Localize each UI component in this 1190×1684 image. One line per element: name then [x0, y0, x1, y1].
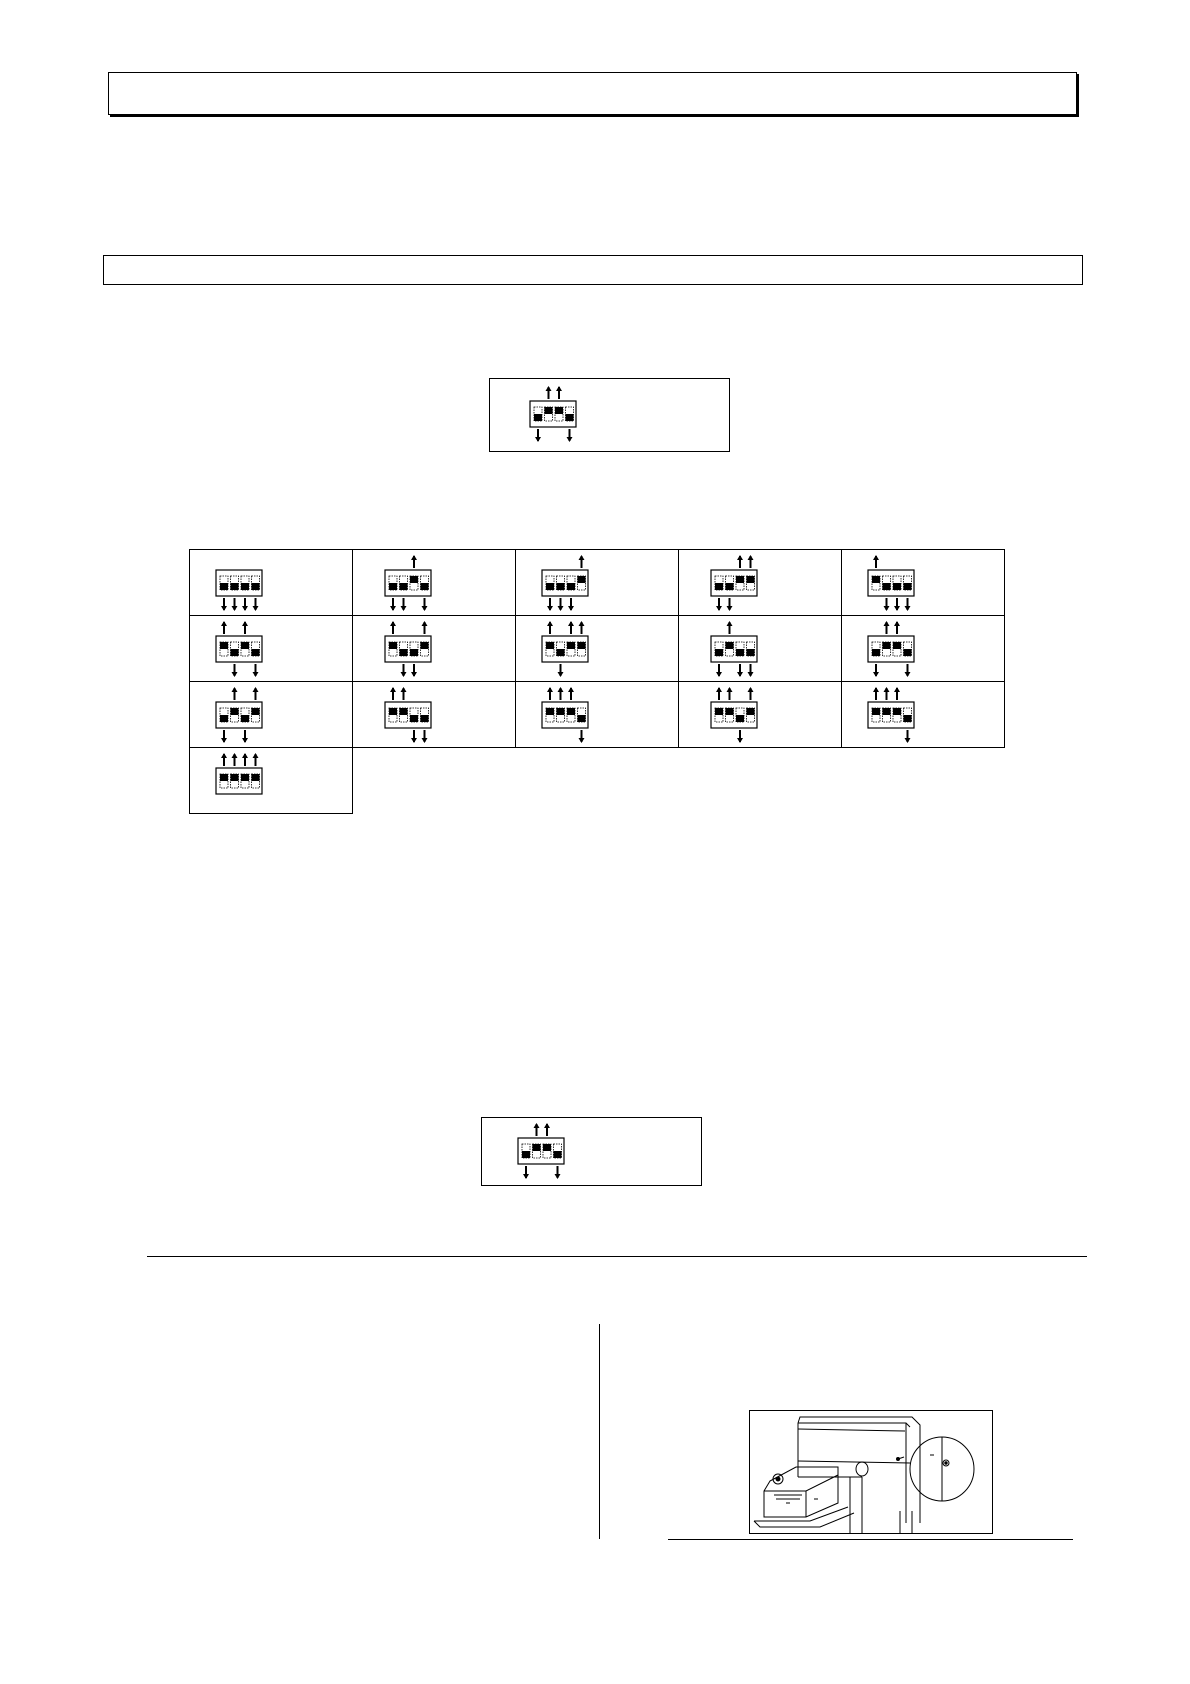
- arrow-down-icon: [716, 664, 722, 677]
- arrow-down-icon: [411, 664, 417, 677]
- dip-table-cell: [352, 615, 516, 682]
- dip-switch-lever: [543, 1144, 551, 1151]
- dip-switch: [711, 555, 757, 611]
- arrow-up-icon: [884, 687, 890, 700]
- dip-table-cell: [678, 549, 842, 616]
- dip-switch-setting: [190, 550, 353, 616]
- dip-switch-setting: [842, 682, 1005, 748]
- arrow-up-icon: [568, 687, 574, 700]
- dip-switch-lever: [410, 576, 418, 583]
- arrow-up-icon: [422, 621, 428, 634]
- arrow-up-icon: [894, 687, 900, 700]
- dip-switch-lever: [736, 649, 744, 656]
- dip-switch-lever: [747, 576, 755, 583]
- dip-switch-lever: [534, 414, 542, 421]
- dip-table-cell: [678, 681, 842, 748]
- dip-switch: [216, 621, 262, 677]
- dip-switch-setting: [190, 616, 353, 682]
- dip-switch-setting: [679, 682, 842, 748]
- dip-switch-setting: [353, 616, 516, 682]
- dip-switch-lever: [231, 774, 239, 781]
- dip-switch-lever: [715, 583, 723, 590]
- dip-switch-lever: [715, 708, 723, 715]
- dip-switch-lever: [546, 583, 554, 590]
- dip-switch: [542, 687, 588, 743]
- dip-switch-lever: [557, 649, 565, 656]
- arrow-down-icon: [894, 598, 900, 611]
- dip-switch-lever: [578, 715, 586, 722]
- arrow-down-icon: [568, 598, 574, 611]
- dip-switch-lever: [872, 576, 880, 583]
- dip-switch-lever: [252, 708, 260, 715]
- dip-switch-lever: [220, 583, 228, 590]
- arrow-down-icon: [547, 598, 553, 611]
- dip-table-cell: [841, 681, 1005, 748]
- dip-switch-lever: [726, 642, 734, 649]
- dip-table-cell: [678, 615, 842, 682]
- dip-switch-setting: [842, 616, 1005, 682]
- dip-switch-setting: [516, 682, 679, 748]
- dip-switch-lever: [726, 708, 734, 715]
- arrow-up-icon: [242, 621, 248, 634]
- dip-switch-lever: [872, 708, 880, 715]
- dip-switch-setting: [353, 682, 516, 748]
- dip-switch-lever: [567, 708, 575, 715]
- arrow-up-icon: [556, 386, 562, 399]
- arrow-down-icon: [558, 598, 564, 611]
- dip-switch-lever: [220, 715, 228, 722]
- arrow-up-icon: [737, 555, 743, 568]
- dip-switch-lever: [220, 642, 228, 649]
- dip-switch-setting: [679, 616, 842, 682]
- dip-switch-lever: [241, 774, 249, 781]
- arrow-down-icon: [422, 598, 428, 611]
- dip-switch-lever: [904, 583, 912, 590]
- arrow-down-icon: [579, 730, 585, 743]
- dip-switch-lever: [883, 642, 891, 649]
- dip-switch-lever: [872, 649, 880, 656]
- dip-table-cell: [189, 681, 353, 748]
- dip-switch-lever: [241, 642, 249, 649]
- arrow-up-icon: [232, 753, 238, 766]
- dip-switch-lever: [400, 708, 408, 715]
- dip-switch-lever: [410, 715, 418, 722]
- dip-switch-lever: [893, 708, 901, 715]
- dip-switch-lever: [389, 583, 397, 590]
- dip-settings-table: [189, 549, 996, 813]
- arrow-up-icon: [253, 687, 259, 700]
- dip-switch: [518, 1123, 564, 1179]
- arrow-down-icon: [737, 730, 743, 743]
- arrow-down-icon: [221, 598, 227, 611]
- arrow-down-icon: [221, 730, 227, 743]
- dip-switch-lever: [904, 649, 912, 656]
- arrow-down-icon: [558, 664, 564, 677]
- arrow-down-icon: [727, 598, 733, 611]
- dip-switch-lever: [220, 774, 228, 781]
- dip-switch: [216, 570, 262, 611]
- dip-switch-setting: [842, 550, 1005, 616]
- dip-switch-lever: [883, 583, 891, 590]
- dip-switch-lever: [546, 642, 554, 649]
- arrow-up-icon: [727, 621, 733, 634]
- dip-switch-lever: [883, 708, 891, 715]
- title-banner: [108, 72, 1077, 115]
- dip-switch-lever: [904, 715, 912, 722]
- arrow-up-icon: [748, 555, 754, 568]
- dip-switch-lever: [747, 708, 755, 715]
- printer-drawing-icon: [750, 1411, 992, 1533]
- dip-switch: [216, 753, 262, 794]
- dip-switch-lever: [241, 715, 249, 722]
- arrow-up-icon: [716, 687, 722, 700]
- arrow-up-icon: [547, 621, 553, 634]
- dip-switch-lever: [389, 642, 397, 649]
- dip-switch: [868, 621, 914, 677]
- dip-switch: [385, 555, 431, 611]
- dip-switch-lever: [726, 583, 734, 590]
- dip-switch-lever: [893, 583, 901, 590]
- dip-switch-lever: [421, 583, 429, 590]
- dip-switch-setting: [516, 550, 679, 616]
- arrow-up-icon: [579, 555, 585, 568]
- dip-switch-lever: [557, 708, 565, 715]
- dip-switch-lever: [554, 1151, 562, 1158]
- arrow-down-icon: [523, 1166, 529, 1179]
- arrow-down-icon: [567, 429, 573, 442]
- dip-switch-setting: [516, 616, 679, 682]
- dip-switch-lever: [252, 649, 260, 656]
- dip-table-cell: [515, 615, 679, 682]
- printer-illustration: [749, 1410, 993, 1534]
- arrow-down-icon: [411, 730, 417, 743]
- dip-switch: [711, 621, 757, 677]
- arrow-up-icon: [894, 621, 900, 634]
- arrow-down-icon: [390, 598, 396, 611]
- dip-switch-lever: [557, 583, 565, 590]
- arrow-down-icon: [401, 664, 407, 677]
- dip-switch-setting: [190, 682, 353, 748]
- dip-switch: [385, 621, 431, 677]
- dip-reference-figure: [489, 378, 730, 452]
- arrow-down-icon: [535, 429, 541, 442]
- dip-switch-lever: [231, 708, 239, 715]
- dip-switch-lever: [389, 708, 397, 715]
- dip-switch-lever: [522, 1151, 530, 1158]
- dip-switch-lever: [231, 649, 239, 656]
- dip-switch-setting: [190, 748, 353, 814]
- arrow-up-icon: [411, 555, 417, 568]
- arrow-down-icon: [905, 598, 911, 611]
- dip-switch-lever: [252, 774, 260, 781]
- arrow-up-icon: [253, 753, 259, 766]
- arrow-up-icon: [558, 687, 564, 700]
- arrow-up-icon: [221, 753, 227, 766]
- dip-switch-lever: [555, 407, 563, 414]
- dip-switch: [542, 555, 588, 611]
- arrow-down-icon: [253, 664, 259, 677]
- dip-switch-lever: [241, 583, 249, 590]
- arrow-up-icon: [727, 687, 733, 700]
- section-divider: [147, 1256, 1087, 1257]
- arrow-up-icon: [748, 687, 754, 700]
- dip-switch-lever: [747, 649, 755, 656]
- arrow-up-icon: [242, 753, 248, 766]
- dip-switch: [711, 687, 757, 743]
- arrow-down-icon: [232, 664, 238, 677]
- dip-table-cell: [352, 549, 516, 616]
- dip-switch: [868, 555, 914, 611]
- arrow-up-icon: [401, 687, 407, 700]
- dip-switch-lever: [410, 649, 418, 656]
- arrow-down-icon: [905, 664, 911, 677]
- dip-table-cell: [841, 549, 1005, 616]
- dip-switch-lever: [567, 642, 575, 649]
- arrow-up-icon: [873, 687, 879, 700]
- section-banner: [103, 255, 1083, 285]
- dip-switch: [542, 621, 588, 677]
- arrow-up-icon: [873, 555, 879, 568]
- dip-switch-lever: [578, 642, 586, 649]
- arrow-down-icon: [748, 664, 754, 677]
- dip-switch-lever: [421, 642, 429, 649]
- column-divider: [599, 1324, 600, 1539]
- arrow-down-icon: [242, 598, 248, 611]
- arrow-up-icon: [221, 621, 227, 634]
- dip-switch: [868, 687, 914, 743]
- arrow-up-icon: [547, 687, 553, 700]
- dip-table-cell: [189, 549, 353, 616]
- arrow-up-icon: [232, 687, 238, 700]
- dip-switch-lever: [231, 583, 239, 590]
- arrow-down-icon: [232, 598, 238, 611]
- dip-switch-lever: [546, 708, 554, 715]
- dip-switch-lever: [400, 649, 408, 656]
- arrow-down-icon: [905, 730, 911, 743]
- dip-switch-lever: [893, 642, 901, 649]
- arrow-up-icon: [568, 621, 574, 634]
- dip-table-cell: [189, 615, 353, 682]
- dip-switch-lever: [545, 407, 553, 414]
- dip-table-cell: [515, 549, 679, 616]
- dip-switch: [530, 386, 576, 442]
- dip-switch-lever: [578, 576, 586, 583]
- arrow-down-icon: [401, 598, 407, 611]
- arrow-down-icon: [873, 664, 879, 677]
- arrow-down-icon: [555, 1166, 561, 1179]
- dip-table-cell: [841, 615, 1005, 682]
- arrow-up-icon: [884, 621, 890, 634]
- arrow-down-icon: [242, 730, 248, 743]
- arrow-up-icon: [390, 621, 396, 634]
- arrow-up-icon: [534, 1123, 540, 1136]
- dip-switch-lever: [252, 583, 260, 590]
- arrow-up-icon: [544, 1123, 550, 1136]
- dip-switch-lever: [533, 1144, 541, 1151]
- dip-switch-lever: [715, 649, 723, 656]
- dip-table-cell: [352, 681, 516, 748]
- dip-switch-lever: [566, 414, 574, 421]
- dip-switch-lever: [421, 715, 429, 722]
- dip-switch-example: [482, 1118, 701, 1185]
- dip-switch-lever: [400, 583, 408, 590]
- illustration-baseline: [668, 1539, 1073, 1540]
- arrow-down-icon: [422, 730, 428, 743]
- dip-example-figure: [481, 1117, 702, 1186]
- arrow-up-icon: [546, 386, 552, 399]
- dip-switch-setting: [353, 550, 516, 616]
- arrow-down-icon: [253, 598, 259, 611]
- dip-switch-setting: [679, 550, 842, 616]
- dip-switch: [216, 687, 262, 743]
- dip-switch-lever: [736, 576, 744, 583]
- arrow-down-icon: [716, 598, 722, 611]
- arrow-down-icon: [884, 598, 890, 611]
- arrow-up-icon: [579, 621, 585, 634]
- arrow-up-icon: [390, 687, 396, 700]
- dip-table-cell: [189, 747, 353, 814]
- arrow-down-icon: [737, 664, 743, 677]
- dip-switch-lever: [567, 583, 575, 590]
- dip-table-cell: [515, 681, 679, 748]
- dip-switch-reference: [490, 379, 729, 451]
- dip-switch: [385, 687, 431, 743]
- dip-switch-lever: [736, 715, 744, 722]
